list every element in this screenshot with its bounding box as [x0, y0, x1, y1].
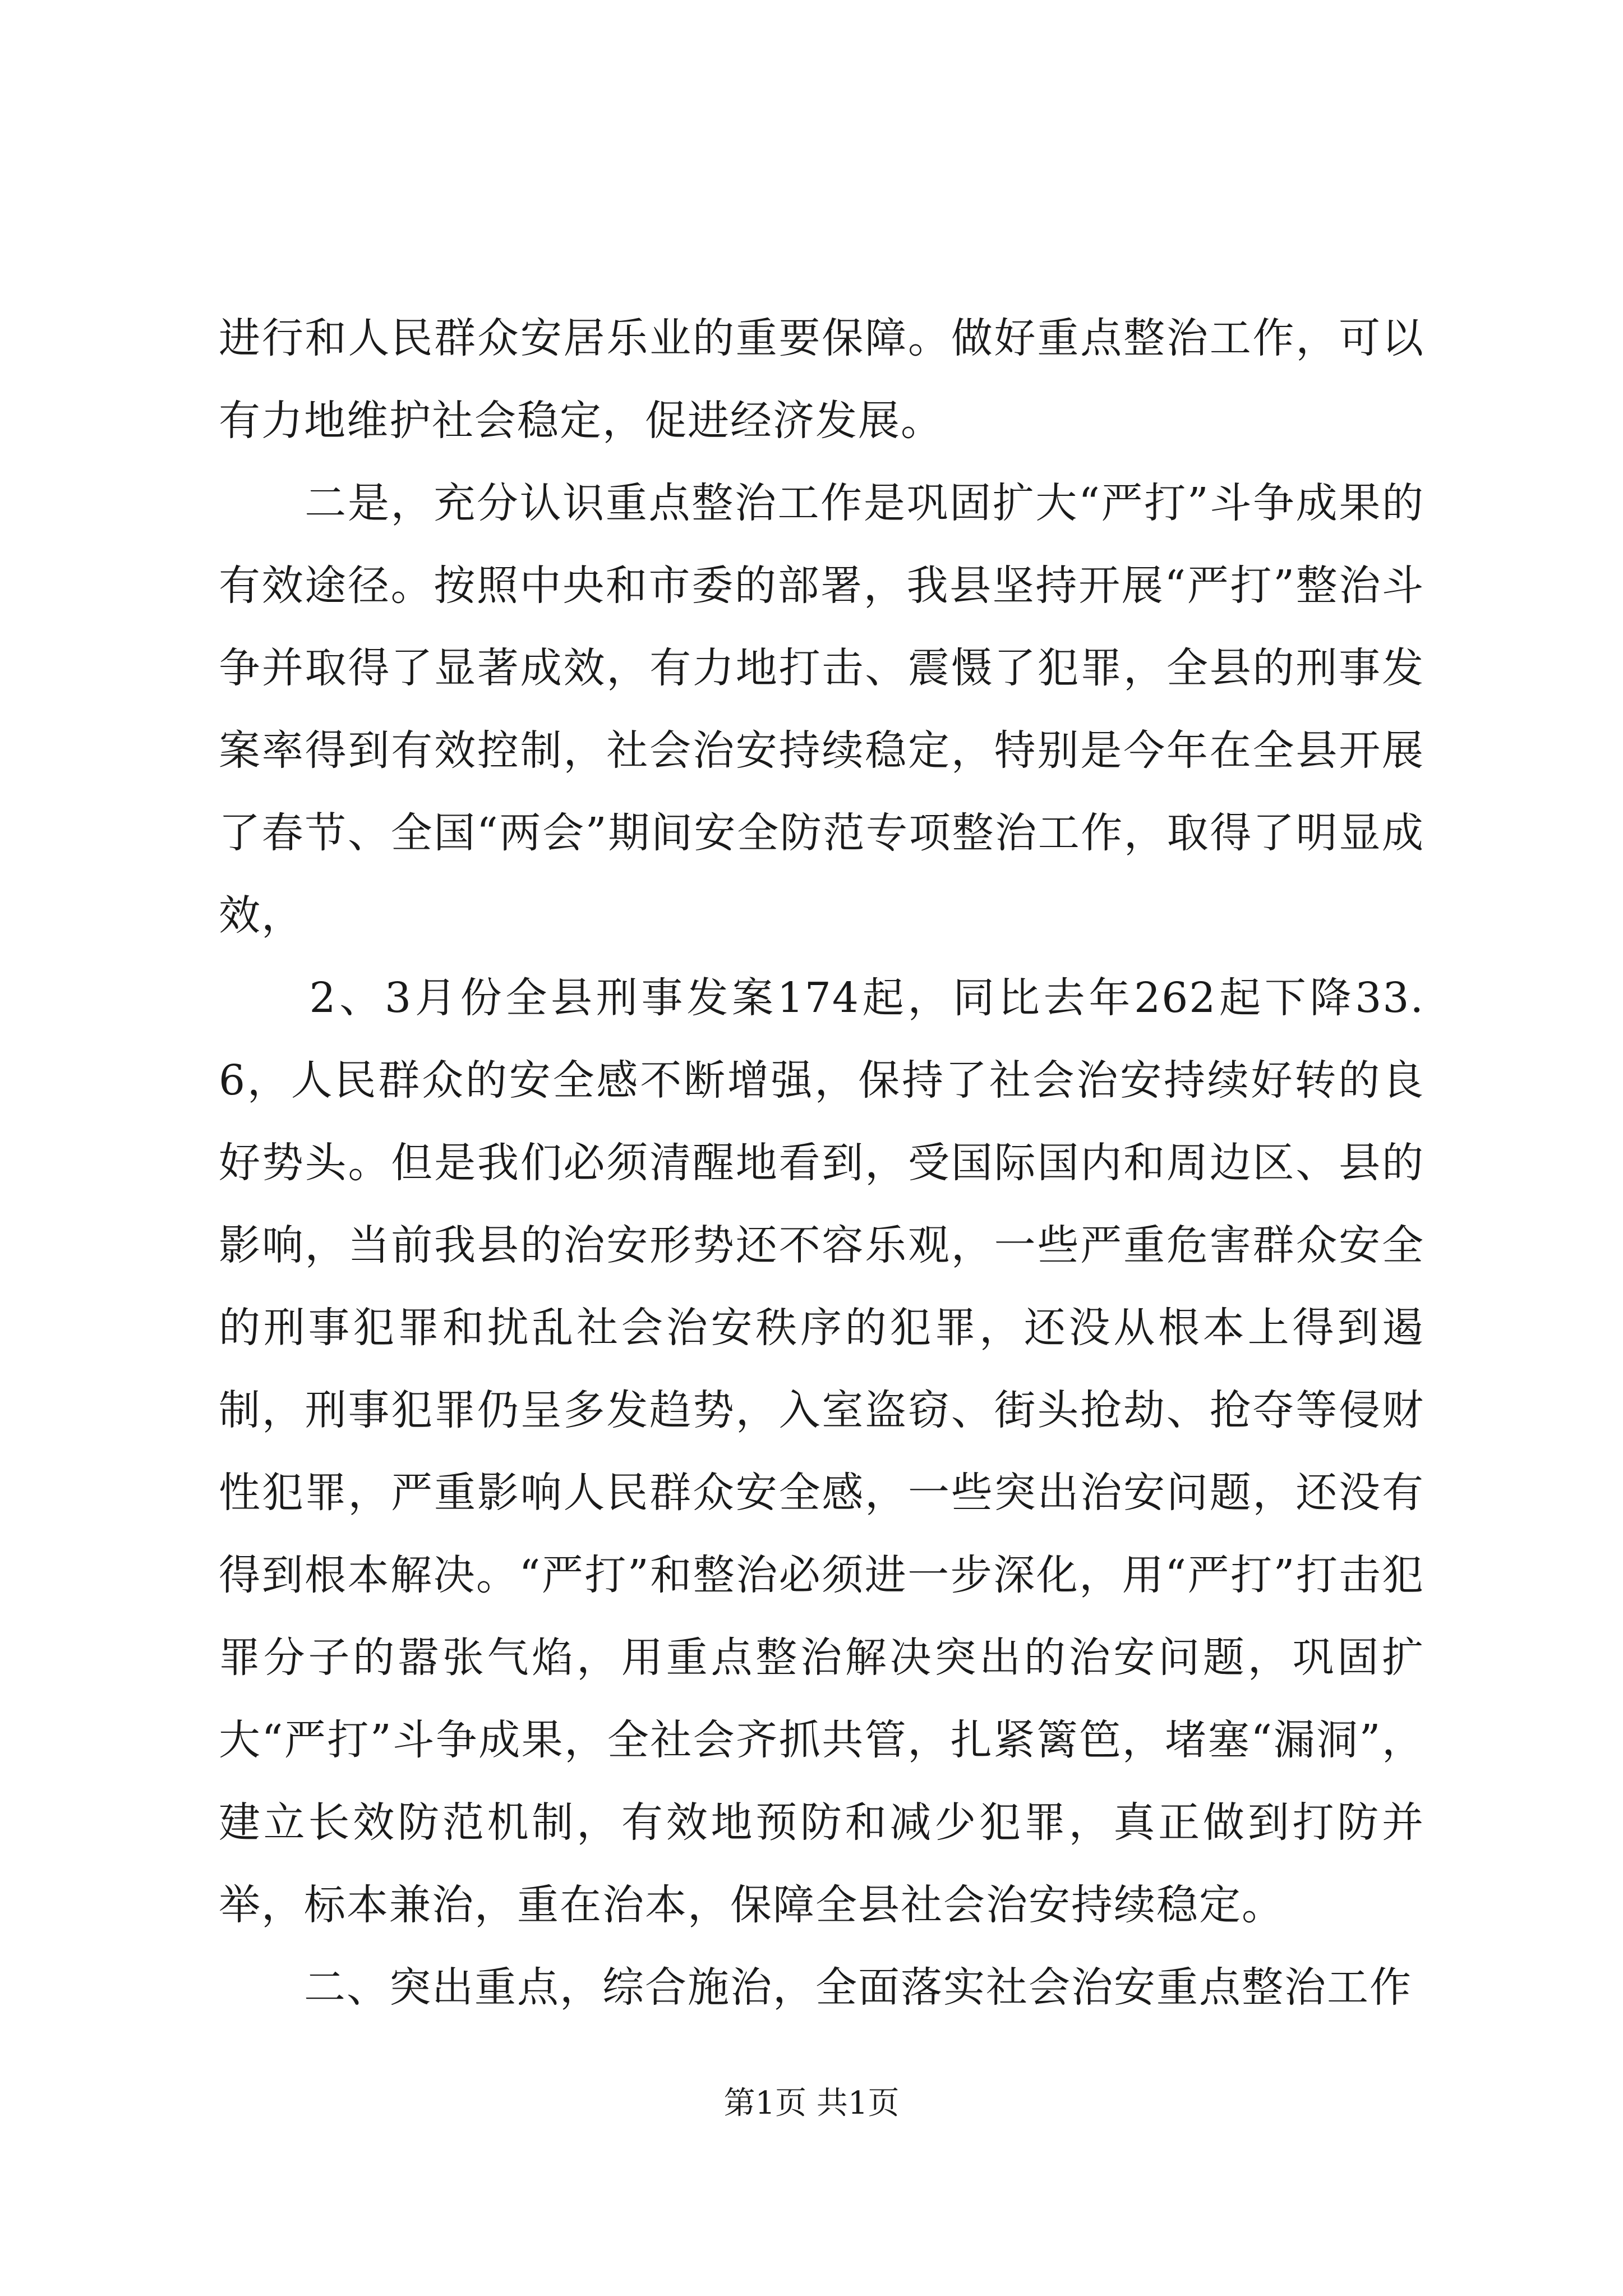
paragraph-2: 二是，充分认识重点整治工作是巩固扩大“严打”斗争成果的有效途径。按照中央和市委的部署，我县坚持开展“严打”整治斗争并取得了显著成效，有力地打击、震慑了犯罪，全县的刑事发案率得到有效控制，社会治安持续稳定，特别是今年在全县开展了春节、全国“两会”期间安全防范专项整治工作，取得了明显成效， — [219, 479, 1424, 940]
page-footer: 第1页 共1页 — [723, 2085, 900, 2122]
paragraph-1: 进行和人民群众安居乐业的重要保障。做好重点整治工作，可以有力地维护社会稳定，促进经济发展。 — [219, 314, 1424, 445]
paragraph-4: 二、突出重点，综合施治，全面落实社会治安重点整治工作 — [219, 1963, 1412, 2012]
paragraph-3: 2、3月份全县刑事发案174起，同比去年262起下降33.6，人民群众的安全感不断增强，保持了社会治安持续好转的良好势头。但是我们必须清醒地看到，受国际国内和周边区、县的影响，当前我县的治安形势还不容乐观，一些严重危害群众安全的刑事犯罪和扰乱社会治安秩序的犯罪，还没从根本上得到遏制，刑事犯罪仍呈多发趋势，入室盗窃、街头抢劫、抢夺等侵财性犯罪，严重影响人民群众安全感，一些突出治安问题，还没有得到根本解决。“严打”和整治必须进一步深化，用“严打”打击犯罪分子的嚣张气焰，用重点整治解决突出的治安问题，巩固扩大“严打”斗争成果，全社会齐抓共管，扎紧篱笆，堵塞“漏洞”，建立长效防范机制，有效地预防和减少犯罪，真正做到打防并举，标本兼治，重在治本，保障全县社会治安持续稳定。 — [219, 974, 1424, 1929]
document-body — [219, 297, 1424, 2029]
